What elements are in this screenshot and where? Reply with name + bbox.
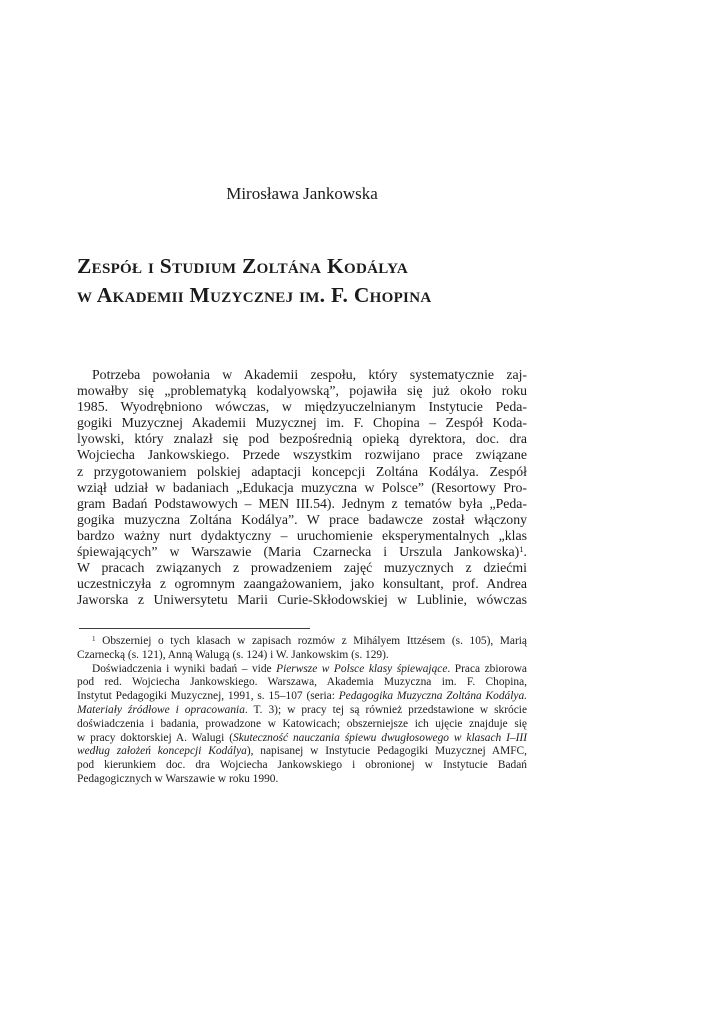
body-text-line: 1985. Wyodrębniono wówczas, w międzyuczelnianym Instytucie Peda- (77, 399, 527, 415)
footnote-reference-superscript: 1 (519, 544, 524, 555)
footnote-text-line: Pedagogicznych w Warszawie w roku 1990. (77, 772, 279, 785)
article-title-line-2: w Akademii Muzycznej im. F. Chopina (77, 283, 432, 307)
article-title-line-1: Zespół i Studium Zoltána Kodálya (77, 254, 409, 278)
body-text-line: gram Badań Podstawowych – MEN III.54). Jednym z tematów była „Peda- (77, 495, 527, 511)
footnote-reference-superscript: 1 (92, 634, 96, 643)
body-text-line: Wojciecha Jankowskiego. Przede wszystkim rozwijano prace związane (77, 447, 527, 463)
footnote-text-line: pod red. Wojciecha Jankowskiego. Warszawa, Akademia Muzyczna im. F. Chopina, (77, 676, 527, 689)
footnote-separator-rule (79, 628, 310, 629)
body-text-line: Jaworska z Uniwersytetu Marii Curie-Skłodowskiej w Lublinie, wówczas (77, 592, 527, 608)
footnote (77, 635, 527, 787)
body-text-line: gogiki Muzycznej Akademii Muzycznej im. F. Chopina – Zespół Koda- (77, 415, 527, 431)
body-text-line: gogika muzyczna Zoltána Kodálya”. W prace badawcze został włączony (77, 511, 527, 527)
footnote-text-line: Materiały źródłowe i opracowania. T. 3); w pracy tej są również przedstawione w skrócie (77, 703, 527, 716)
body-paragraph (77, 367, 527, 608)
footnote-text-line: w pracy doktorskiej A. Walugi (Skuteczność nauczania śpiewu dwugłosowego w klasach I–III (77, 731, 527, 744)
footnote-text-line: według założeń koncepcji Kodálya), napisanej w Instytucie Pedagogiki Muzycznej AMFC, (77, 745, 527, 758)
body-text-line: W pracach związanych z prowadzeniem zajęć muzycznych z dziećmi (77, 560, 527, 576)
footnote-text-line: Instytut Pedagogiki Muzycznej, 1991, s. 15–107 (seria: Pedagogika Muzyczna Zoltána Kodálya. (77, 690, 527, 703)
article-title (77, 252, 547, 310)
body-text-line: z przygotowaniem polskiej adaptacji koncepcji Zoltána Kodálya. Zespół (77, 463, 527, 479)
body-text-line: wziął udział w badaniach „Edukacja muzyczna w Polsce” (Resortowy Pro- (77, 479, 527, 495)
footnote-text-line: pod kierunkiem doc. dra Wojciecha Jankowskiego i obronionej w Instytucie Badań (77, 759, 527, 772)
footnote-text-line: doświadczenia i badania, prowadzone w Katowicach; obszerniejsze ich ujęcie znajduje się (77, 717, 527, 730)
author-name: Mirosława Jankowska (226, 184, 378, 203)
body-text-line: bardzo ważny nurt dydaktyczny – uruchomienie eksperymentalnych „klas (77, 527, 527, 543)
body-text-line: mowałby się „problematyką kodalyowską”, pojawiła się już około roku (77, 383, 527, 399)
footnote-text-line: Czarnecką (s. 121), Anną Walugą (s. 124) i W. Jankowskim (s. 129). (77, 648, 389, 661)
footnote-text-line: $^1$ Obszerniej o tych klasach w zapisach rozmów z Mihályem Ittzésem (s. 105), Marią (92, 634, 527, 647)
body-text-line: uczestniczyła z ogromnym zaangażowaniem, jako konsultant, prof. Andrea (77, 576, 527, 592)
body-text-line: śpiewających” w Warszawie (Maria Czarnecka i Urszula Jankowska)$^1$. (77, 544, 527, 560)
body-text-line: Potrzeba powołania w Akademii zespołu, który systematycznie zaj- (92, 367, 527, 382)
footnote-text-line: Doświadczenia i wyniki badań – vide Pierwsze w Polsce klasy śpiewające. Praca zbiorowa (92, 662, 527, 675)
body-text-line: lyowski, który znalazł się pod bezpośrednią opieką dyrektora, doc. dra (77, 431, 527, 447)
